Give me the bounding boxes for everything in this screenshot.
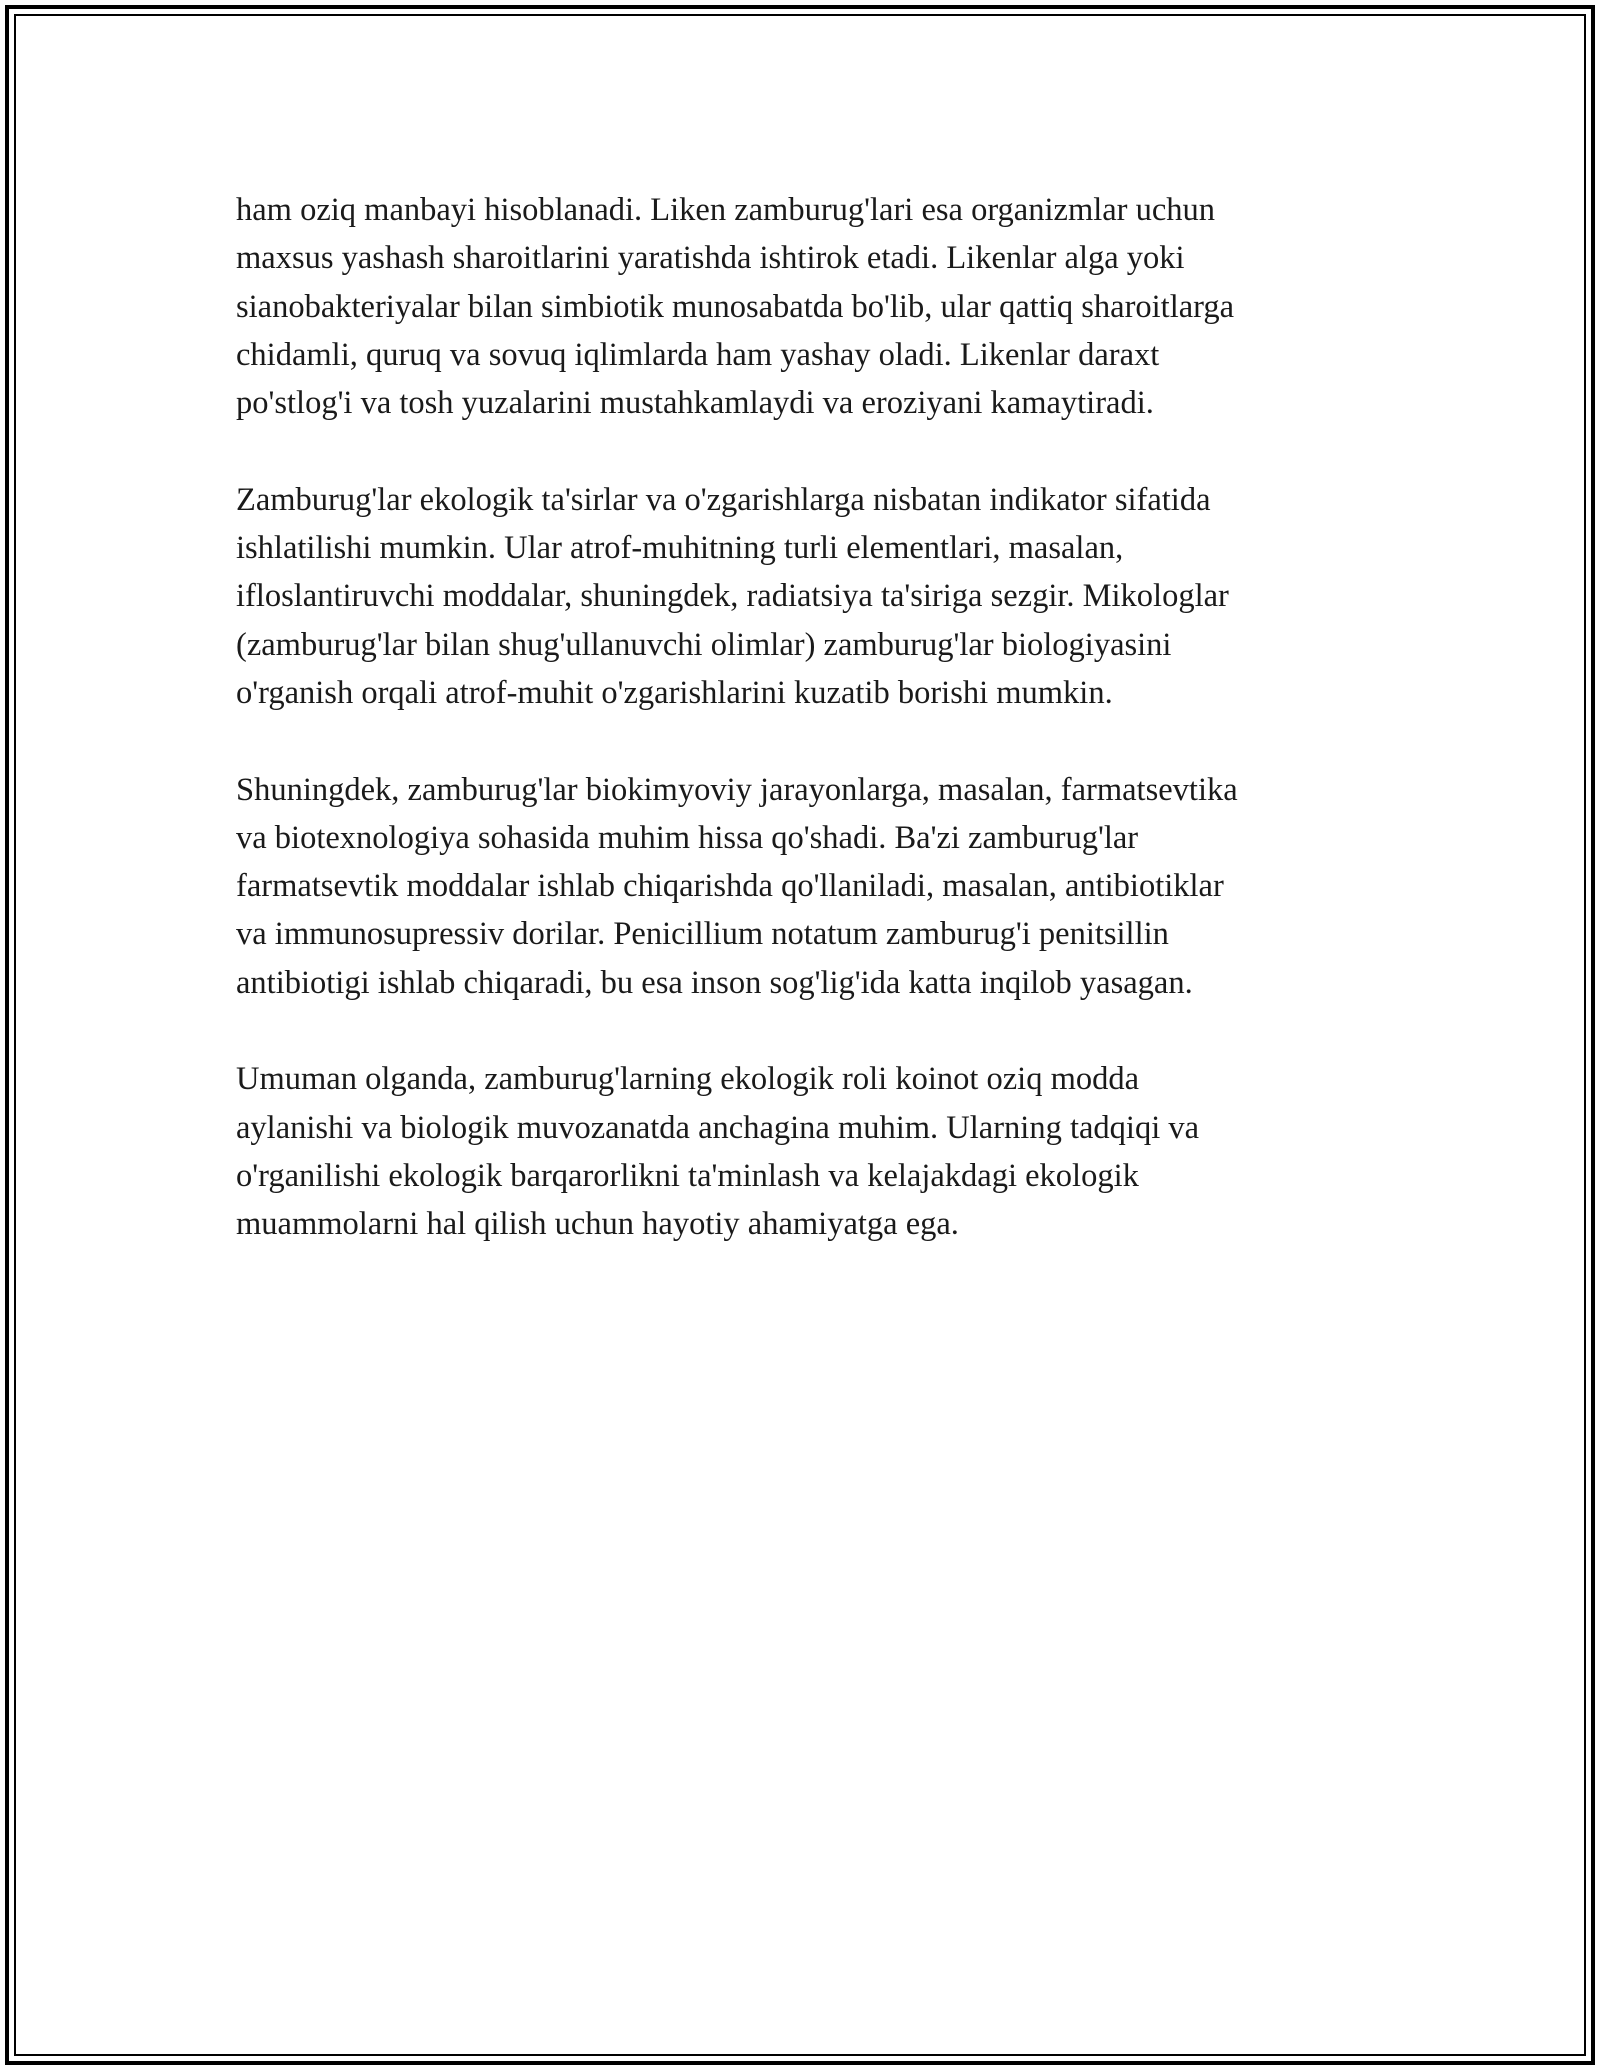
text-line: ham oziq manbayi hisoblanadi. Liken zamburug'lari esa organizmlar uchun	[236, 192, 1216, 228]
paragraph-lichens	[236, 186, 1416, 427]
text-line: o'rganilishi ekologik barqarorlikni ta'minlash va kelajakdagi ekologik	[236, 1157, 1139, 1194]
text-line: muammolarni hal qilish uchun hayotiy ahamiyatga ega.	[236, 1206, 959, 1243]
text-line: sianobakteriyalar bilan simbiotik munosabatda bo'lib, ular qattiq sharoitlarga	[236, 288, 1235, 325]
document-body	[236, 186, 1416, 1297]
paragraph-conclusion	[236, 1055, 1416, 1248]
text-line: Zamburug'lar ekologik ta'sirlar va o'zgarishlarga nisbatan indikator sifatida	[236, 481, 1211, 518]
text-line: antibiotigi ishlab chiqaradi, bu esa inson sog'lig'ida katta inqilob yasagan.	[236, 964, 1193, 1001]
text-line: va immunosupressiv dorilar. Penicillium notatum zamburug'i penitsillin	[236, 916, 1169, 953]
text-line: Umuman olganda, zamburug'larning ekologik roli koinot oziq modda	[236, 1061, 1140, 1098]
text-line: ishlatilishi mumkin. Ular atrof-muhitning turli elementlari, masalan,	[236, 530, 1124, 567]
paragraph-indicators	[236, 476, 1416, 717]
text-line: (zamburug'lar bilan shug'ullanuvchi olimlar) zamburug'lar biologiyasini	[236, 626, 1172, 663]
text-line: farmatsevtik moddalar ishlab chiqarishda qo'llaniladi, masalan, antibiotiklar	[236, 868, 1224, 905]
text-line: maxsus yashash sharoitlarini yaratishda ishtirok etadi. Likenlar alga yoki	[236, 240, 1185, 277]
text-line: Shuningdek, zamburug'lar biokimyoviy jarayonlarga, masalan, farmatsevtika	[236, 771, 1238, 808]
text-line: va biotexnologiya sohasida muhim hissa qo'shadi. Ba'zi zamburug'lar	[236, 819, 1139, 856]
text-line: o'rganish orqali atrof-muhit o'zgarishlarini kuzatib borishi mumkin.	[236, 674, 1113, 711]
text-line: ifloslantiruvchi moddalar, shuningdek, radiatsiya ta'siriga sezgir. Mikologlar	[236, 578, 1229, 615]
text-line: aylanishi va biologik muvozanatda anchagina muhim. Ularning tadqiqi va	[236, 1109, 1200, 1146]
text-line: po'stlog'i va tosh yuzalarini mustahkamlaydi va eroziyani kamaytiradi.	[236, 385, 1154, 422]
paragraph-biochemistry	[236, 766, 1416, 1007]
text-line: chidamli, quruq va sovuq iqlimlarda ham yashay oladi. Likenlar daraxt	[236, 336, 1160, 373]
